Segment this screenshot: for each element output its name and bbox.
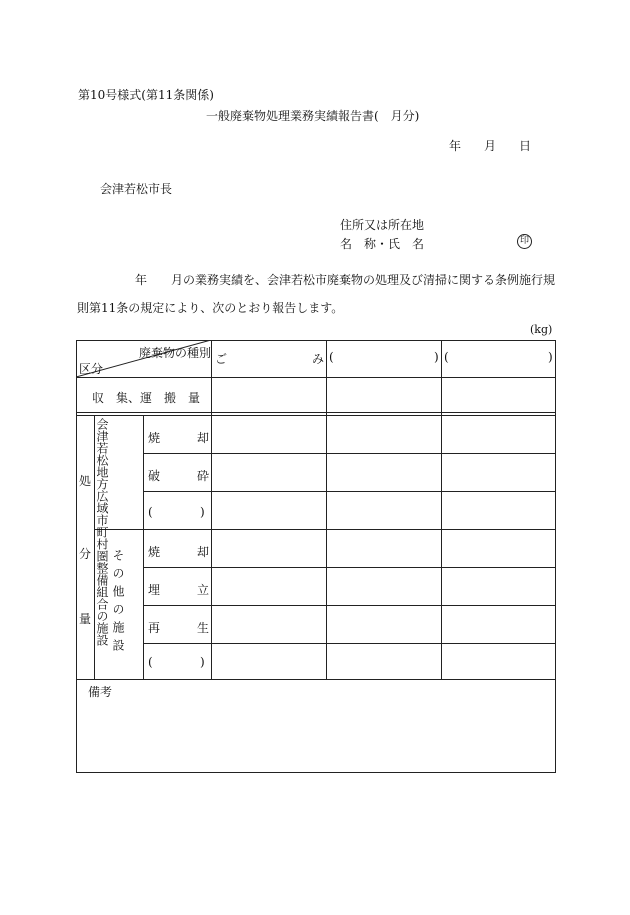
col1-left: ご: [215, 352, 228, 366]
facility2-row2-left: 埋: [148, 583, 161, 597]
facility2-row1-right: 却: [197, 545, 210, 559]
disposal-label-1: 処: [79, 474, 92, 488]
header-waste-type: 廃棄物の種別: [139, 346, 212, 360]
addressee: 会津若松市長: [100, 182, 173, 196]
facility1-row1-left: 焼: [148, 431, 161, 445]
unit-label: (kg): [530, 323, 553, 336]
facility2-row3-left: 再: [148, 621, 161, 635]
address-label: 住所又は所在地: [340, 218, 425, 232]
seal-icon: 印: [517, 234, 532, 249]
form-number: 第10号様式(第11条関係): [78, 88, 214, 102]
date-month: 月: [484, 139, 497, 153]
facility1-row2-left: 破: [148, 469, 161, 483]
facility2-label: その他の施設: [111, 549, 125, 657]
document-title: 一般廃棄物処理業務実績報告書( 月分): [206, 109, 420, 123]
date-year: 年: [449, 139, 462, 153]
facility2-row3-right: 生: [197, 621, 210, 635]
facility2-row2-right: 立: [197, 583, 210, 597]
facility1-label: 会津若松地方広域市町村圏整備組合の施設: [95, 418, 109, 646]
facility2-row1-left: 焼: [148, 545, 161, 559]
col1-right: み: [312, 352, 325, 366]
body-text-line2: 則第11条の規定により、次のとおり報告します。: [77, 301, 344, 315]
col2-left: (: [329, 350, 334, 364]
disposal-label-2: 分: [79, 547, 92, 561]
facility1-row2-right: 砕: [197, 469, 210, 483]
header-category: 区分: [79, 362, 104, 376]
date-day: 日: [519, 139, 532, 153]
col3-left: (: [444, 350, 449, 364]
collection-row-label: 収 集、運 搬 量: [92, 391, 201, 405]
facility2-row4-left: (: [148, 655, 153, 669]
facility1-row3-left: (: [148, 505, 153, 519]
name-label: 名 称・氏 名: [340, 237, 425, 251]
body-text-line1: 年 月の業務実績を、会津若松市廃棄物の処理及び清掃に関する条例施行規: [135, 273, 556, 287]
disposal-label-3: 量: [79, 612, 92, 626]
report-table: [76, 340, 556, 773]
col2-right: ): [434, 350, 439, 364]
facility2-row4-right: ): [200, 655, 205, 669]
remarks-label: 備考: [88, 685, 113, 699]
col3-right: ): [548, 350, 553, 364]
facility1-row1-right: 却: [197, 431, 210, 445]
facility1-row3-right: ): [200, 505, 205, 519]
